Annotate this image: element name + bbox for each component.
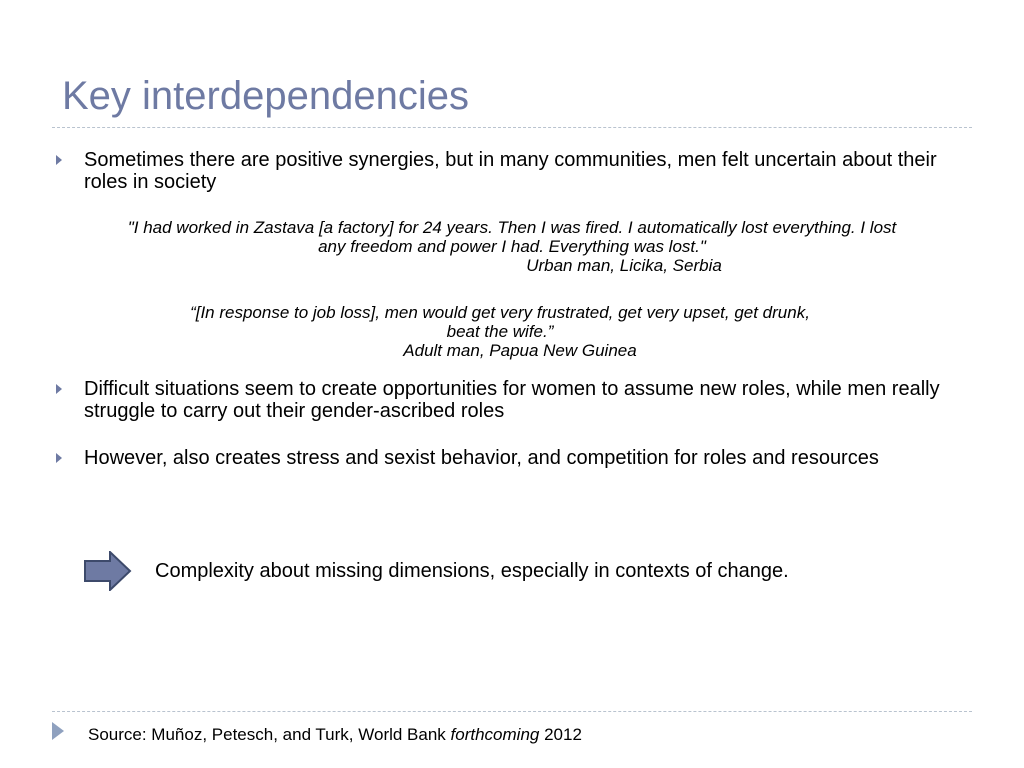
bullet-marker-icon <box>56 453 62 463</box>
source-suffix: 2012 <box>539 725 582 744</box>
quote-1-line-1: "I had worked in Zastava [a factory] for 24 years. Then I was fired. I automatically lost everything. I lost <box>127 218 897 237</box>
source-citation <box>88 724 582 746</box>
bullet-marker-icon <box>56 155 62 165</box>
quote-2 <box>38 303 962 360</box>
slide-title: Key interdependencies <box>62 74 469 118</box>
source-prefix: Source: Muñoz, Petesch, and Turk, World Bank <box>88 725 451 744</box>
bullet-1: Sometimes there are positive synergies, but in many communities, men felt uncertain about their roles in society <box>84 149 937 193</box>
right-arrow-icon <box>84 551 132 596</box>
conclusion-text: Complexity about missing dimensions, especially in contexts of change. <box>155 560 789 582</box>
quote-2-attribution: Adult man, Papua New Guinea <box>403 341 637 360</box>
quote-2-line-1: “[In response to job loss], men would get very frustrated, get very upset, get drunk, <box>190 303 810 322</box>
footer-divider <box>52 711 972 712</box>
quote-1-line-2: any freedom and power I had. Everything was lost." <box>318 237 706 256</box>
source-emphasis: forthcoming <box>450 725 540 744</box>
bullet-2: Difficult situations seem to create opportunities for women to assume new roles, while men really struggle to carry out their gender-ascribed roles <box>84 378 940 422</box>
bullet-marker-icon <box>56 384 62 394</box>
quote-1 <box>50 218 974 275</box>
bullet-3: However, also creates stress and sexist behavior, and competition for roles and resources <box>84 447 879 469</box>
footer-triangle-icon <box>52 722 64 740</box>
quote-2-line-2: beat the wife.” <box>446 322 554 341</box>
quote-1-attribution: Urban man, Licika, Serbia <box>526 256 722 275</box>
title-divider <box>52 127 972 128</box>
